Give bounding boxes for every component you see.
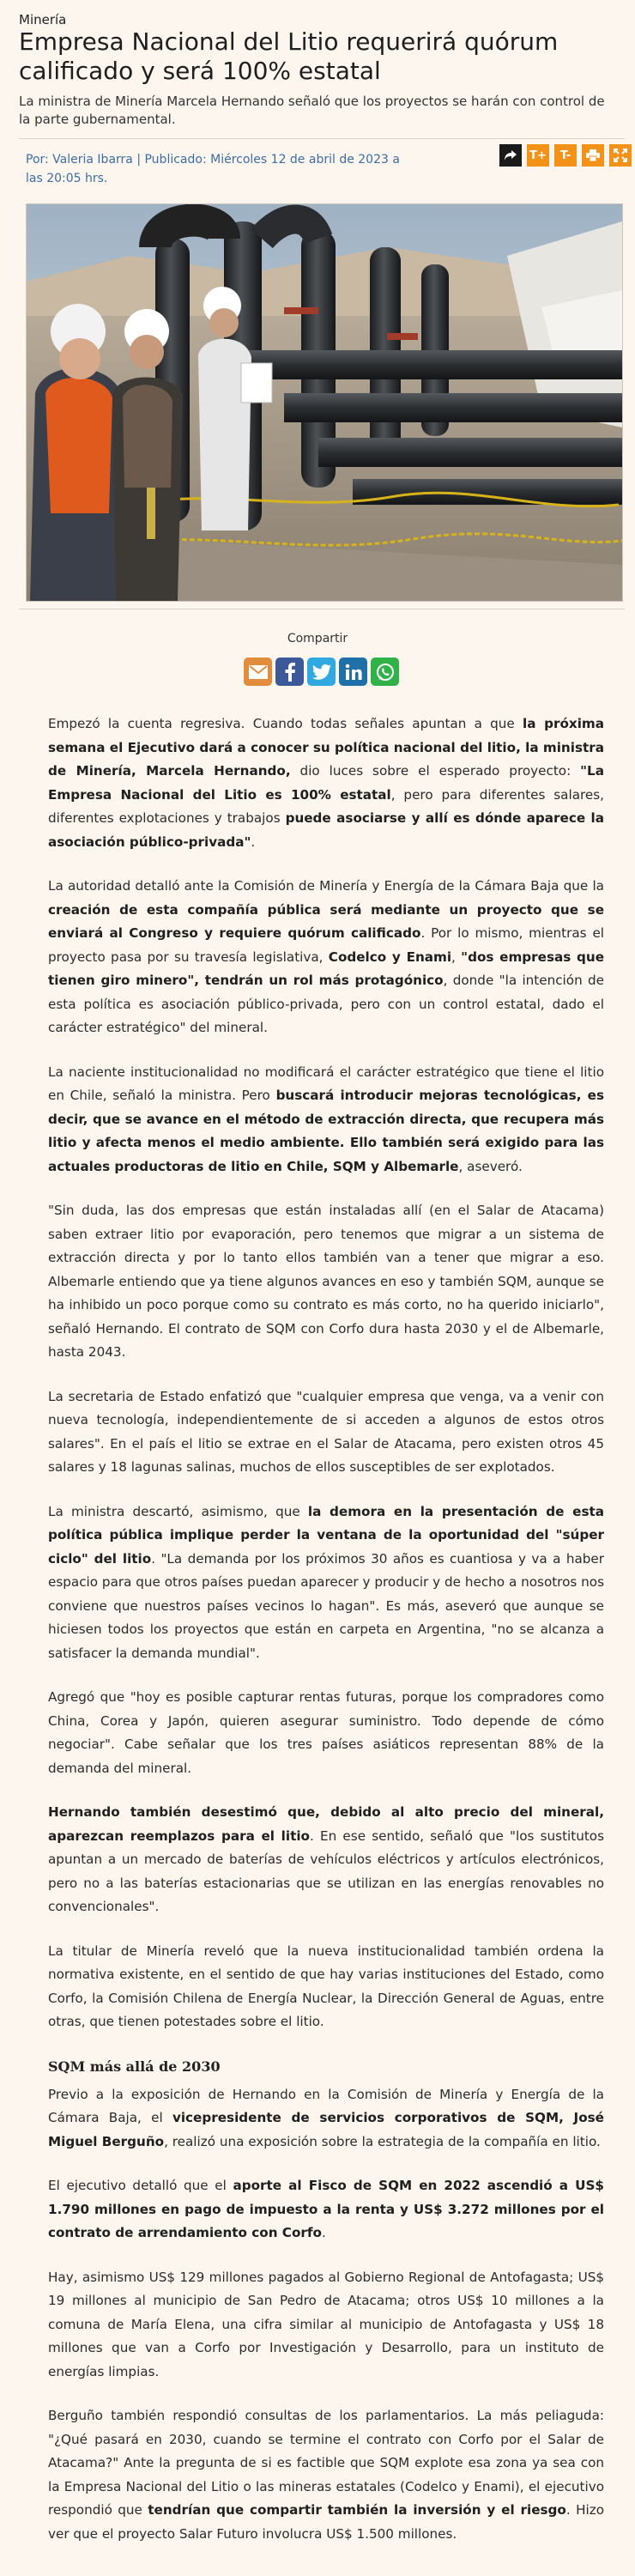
section-heading: SQM más allá de 2030 [48, 2058, 221, 2075]
email-icon [249, 665, 268, 679]
bold-text: la próxima semana el Ejecutivo dará a conocer su política nacional del litio, la ministra de Minería, Marcela Hernando, [48, 716, 605, 779]
bold-text: vicepresidente de servicios corporativos de SQM, José Miguel Berguño [48, 2110, 604, 2149]
bold-text: puede asociarse y allí es dónde aparece la asociación público-privada" [48, 810, 604, 850]
font-increase-button[interactable]: T+ [527, 144, 549, 167]
share-label: Compartir [287, 632, 348, 646]
hero-photo [26, 203, 623, 602]
paragraph: La autoridad detalló ante la Comisión de Minería y Energía de la Cámara Baja que la creación de esta compañía pública será mediante un proyecto que se enviará al Congreso y requiere quórum calificado. Por lo mismo, mientras el proyecto pasa por su travesía legislativa, Codelco y Enami, "dos empresas que tienen giro minero", tendrán un rol más protagónico, donde "la intención de esta política es asociación público-privada, pero con un control estatal, dado el carácter estratégico" del mineral. [48, 878, 605, 1035]
paragraph: Agregó que "hoy es posible capturar rentas futuras, porque los compradores como China, Corea y Japón, quieren asegurar suministro. Todo depende de cómo negociar". Cabe señalar que los tres países asiáticos representan 88% de la demanda del mineral. [48, 1689, 604, 1776]
paragraph: El ejecutivo detalló que el aporte al Fisco de SQM en 2022 ascendió a US$ 1.790 millones en pago de impuesto a la renta y US$ 3.272 millones por el contrato de arrendamiento con Corfo. [48, 2178, 604, 2240]
facebook-icon [284, 663, 296, 682]
paragraph: Berguño también respondió consultas de los parlamentarios. La más peliaguda: "¿Qué pasará en 2030, cuando se termine el contrato con Corfo por el Salar de Atacama?" Ante la pregunta de si es factible que SQM explote esa zona ya sea con la Empresa Nacional del Litio o las mineras estatales (Codelco y Enami), el ejecutivo respondió que tendrían que compartir también la inversión y el riesgo. Hizo ver que el proyecto Salar Futuro involucra US$ 1.500 millones. [48, 2408, 604, 2542]
share-arrow-button[interactable] [499, 144, 522, 167]
byline: Por: Valeria Ibarra | Publicado: Miércoles 12 de abril de 2023 a las 20:05 hrs. [26, 153, 400, 185]
bold-text: aporte al Fisco de SQM en 2022 ascendió a US$ 1.790 millones en pago de impuesto a la renta y US$ 3.272 millones por el contrato de arrendamiento con Corfo [48, 2178, 604, 2240]
share-linkedin-button[interactable] [339, 658, 367, 686]
bold-text: creación de esta compañía pública será mediante un proyecto que se enviará al Congreso y requiere quórum calificado [48, 901, 604, 941]
fullscreen-button[interactable] [609, 144, 632, 167]
share-email-button[interactable] [244, 658, 272, 686]
paragraph: La naciente institucionalidad no modificará el carácter estratégico que tiene el litio en Chile, señaló la ministra. Pero buscará introducir mejoras tecnológicas, es decir, que se avance en el método de extracción directa, que recupera más litio y afecta menos el medio ambiente. Ello también será exigido para las actuales productoras de litio en Chile, SQM y Albemarle, aseveró. [48, 1064, 605, 1174]
paragraph: "Sin duda, las dos empresas que están instaladas allí (en el Salar de Atacama) saben extraer litio por evaporación, pero tenemos que migrar a un sistema de extracción directa y por lo tanto ellos también van a tener que migrar a eso. Albemarle entiendo que ya tiene algunos avances en eso y también SQM, aunque se ha inhibido un poco porque como su contrato es más corto, no ha querido iniciarlo", señaló Hernando. El contrato de SQM con Corfo dura hasta 2030 y el de Albemarle, hasta 2043. [48, 1203, 604, 1360]
paragraph: Hernando también desestimó que, debido al alto precio del mineral, aparezcan reemplazos para el litio. En ese sentido, señaló que "los sustitutos apuntan a un mercado de baterías de vehículos eléctricos y artículos electrónicos, pero no a las baterías estacionarias que se utilizan en las energías renovables no convencionales". [48, 1804, 604, 1914]
paragraph: Empezó la cuenta regresiva. Cuando todas señales apuntan a que la próxima semana el Ejecutivo dará a conocer su política nacional del litio, la ministra de Minería, Marcela Hernando, dio luces sobre el esperado proyecto: "La Empresa Nacional del Litio es 100% estatal, pero para diferentes salares, diferentes explotaciones y trabajos puede asociarse y allí es dónde aparece la asociación público-privada". [48, 716, 605, 850]
whatsapp-icon [376, 663, 395, 682]
bold-text: buscará introducir mejoras tecnológicas, es decir, que se avance en el método de extracción directa, que recupera más litio y afecta menos el medio ambiente. Ello también será exigido para las actuales productoras de litio en Chile, SQM y Albemarle [48, 1088, 605, 1174]
share-buttons [244, 658, 399, 686]
divider [19, 138, 625, 139]
subtitle: La ministra de Minería Marcela Hernando señaló que los proyectos se harán con control de la parte gubernamental. [19, 94, 605, 127]
bold-text: "La Empresa Nacional del Litio es 100% estatal [48, 763, 604, 803]
print-button[interactable] [582, 144, 604, 167]
share-facebook-button[interactable] [275, 658, 304, 686]
article-toolbar [499, 144, 632, 167]
twitter-icon [312, 664, 331, 680]
headline: Empresa Nacional del Litio requerirá quórum calificado y será 100% estatal [19, 27, 559, 85]
bold-text: Codelco y Enami [328, 949, 452, 965]
article-body [48, 712, 604, 2567]
share-arrow-icon [504, 149, 517, 161]
bold-text: Hernando también desestimó que, debido al alto precio del mineral, aparezcan reemplazos para el litio [48, 1804, 604, 1844]
bold-text: tendrían que compartir también la inversión y el riesgo [148, 2502, 566, 2518]
share-twitter-button[interactable] [307, 658, 336, 686]
section-label[interactable]: Minería [19, 12, 67, 27]
paragraph: La ministra descartó, asimismo, que la demora en la presentación de esta política pública implique perder la ventana de la oportunidad del "súper ciclo" del litio. "La demanda por los próximos 30 años es cuantiosa y va a haber espacio para que otros países puedan aparecer y producir y de hecho a nosotros nos conviene que nuestros países vecinos lo hagan". Es más, aseveró que aunque se hiciesen todos los proyectos que están en carpeta en Argentina, "no se alcanza a satisfacer la demanda mundial". [48, 1503, 605, 1661]
paragraph: Previo a la exposición de Hernando en la Comisión de Minería y Energía de la Cámara Baja, el vicepresidente de servicios corporativos de SQM, José Miguel Berguño, realizó una exposición sobre la estrategia de la compañía en litio. [48, 2086, 604, 2149]
lithium-plant-photo [27, 204, 622, 601]
paragraph: Hay, asimismo US$ 129 millones pagados al Gobierno Regional de Antofagasta; US$ 19 millones al municipio de San Pedro de Atacama; otros US$ 10 millones a la comuna de María Elena, una cifra similar al municipio de Antofagasta y US$ 18 millones que van a Corfo por Investigación y Desarrollo, para un instituto de energías limpias. [48, 2269, 604, 2379]
expand-icon [614, 148, 627, 162]
font-decrease-button[interactable]: T- [554, 144, 577, 167]
print-icon [586, 149, 600, 161]
paragraph: La secretaria de Estado enfatizó que "cualquier empresa que venga, va a venir con nueva tecnología, independientemente de si acceden a algunos de estos otros salares". En el país el litio se extrae en el Salar de Atacama, pero existen otros 45 salares y 18 lagunas salinas, muchos de ellos susceptibles de ser explotados. [48, 1388, 604, 1475]
linkedin-icon [345, 664, 362, 681]
bold-text: la demora en la presentación de esta política pública implique perder la ventana de la oportunidad del "súper ciclo" del litio [48, 1503, 604, 1567]
paragraph: La titular de Minería reveló que la nueva institucionalidad también ordena la normativa existente, en el sentido de que hay varias instituciones del Estado, como Corfo, la Comisión Chilena de Energía Nuclear, la Dirección General de Aguas, entre otras, que tienen potestades sobre el litio. [48, 1943, 604, 2029]
share-whatsapp-button[interactable] [371, 658, 399, 686]
bold-text: "dos empresas que tienen giro minero", tendrán un rol más protagónico [48, 949, 605, 988]
